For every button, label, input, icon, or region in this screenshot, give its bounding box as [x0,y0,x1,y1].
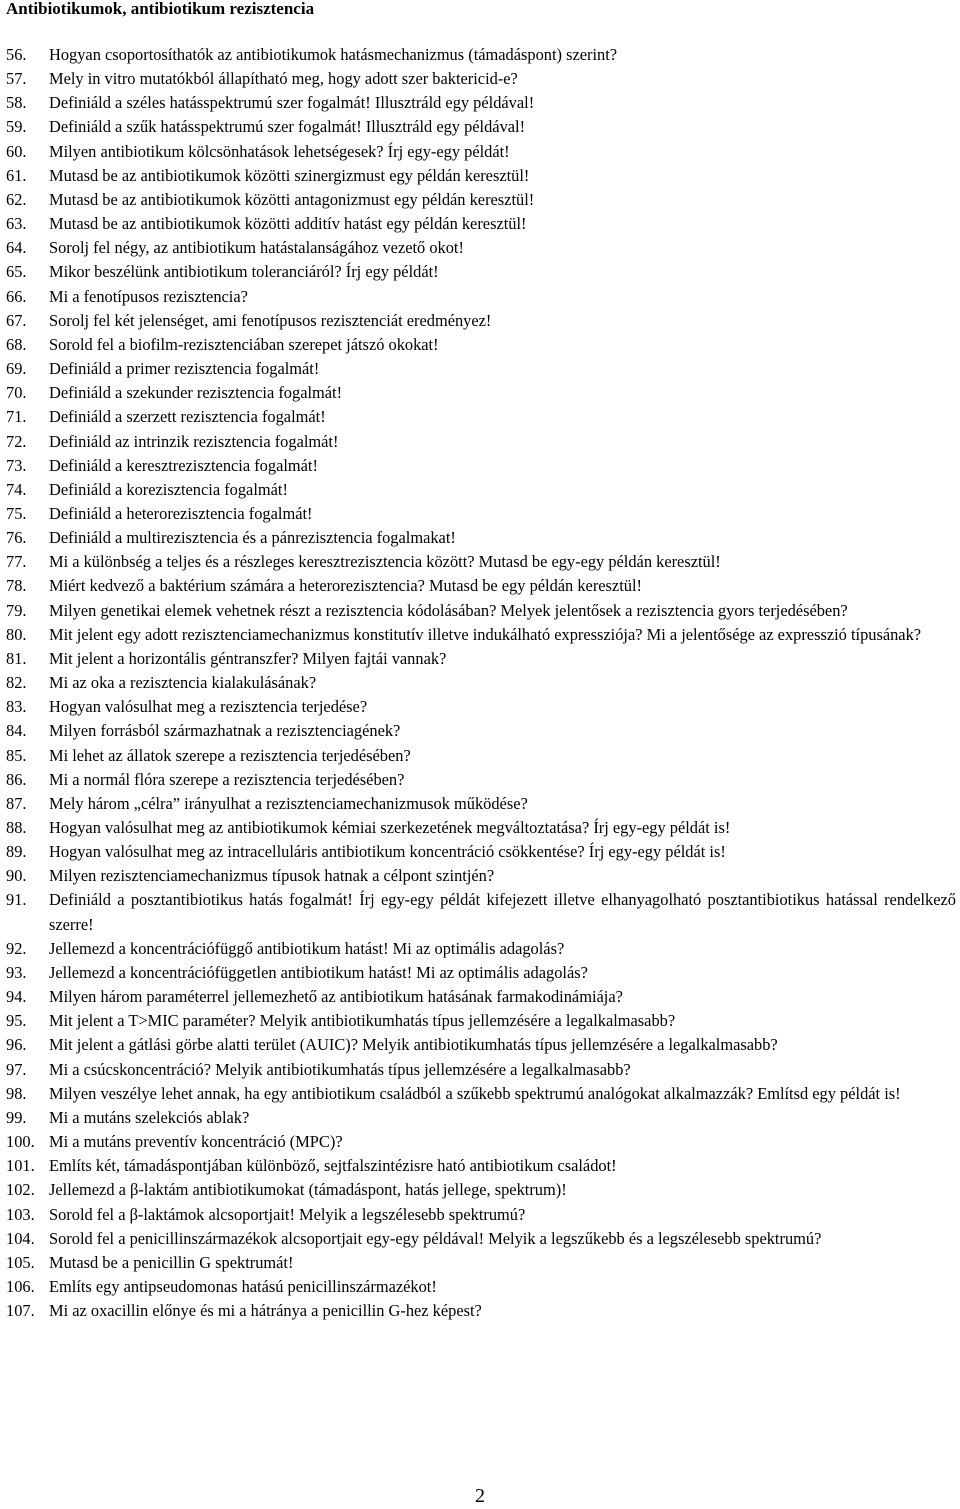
question-text: Mi a különbség a teljes és a részleges keresztrezisztencia között? Mutasd be egy-egy példán keresztül! [49,552,721,572]
question-item [6,1033,956,1057]
question-item [6,502,956,526]
page-number: 2 [475,1485,485,1507]
question-text: Sorolj fel két jelenséget, ami fenotípusos rezisztenciát eredményez! [49,310,492,330]
question-number: 70. [6,383,27,403]
question-text: Hogyan csoportosíthatók az antibiotikumok hatásmechanizmus (támadáspont) szerint? [49,45,618,64]
question-number: 62. [6,189,27,209]
question-text: Definiáld a szerzett rezisztencia fogalmát! [49,407,326,427]
question-number: 107. [6,1301,35,1321]
question-text: Hogyan valósulhat meg az antibiotikumok kémiai szerkezetének megváltoztatása? Írj egy-egy példát is! [49,818,731,837]
question-text: Milyen veszélye lehet annak, ha egy antibiotikum családból a szűkebb spektrumú analógokat alkalmazzák? Említsd egy példát is! [49,1083,901,1103]
question-text: Definiáld a szekunder rezisztencia fogalmát! [49,383,343,403]
question-number: 63. [6,214,27,234]
question-number: 88. [6,818,27,837]
question-text: Mi a mutáns preventív koncentráció (MPC)? [49,1132,343,1152]
question-item [6,888,956,936]
question-number: 79. [6,600,27,620]
question-item [6,91,956,115]
question-item [6,1227,956,1251]
question-number: 64. [6,238,27,258]
question-number: 104. [6,1228,35,1248]
question-item [6,357,956,381]
question-item [6,1106,956,1130]
question-item [6,164,956,188]
question-number: 103. [6,1204,35,1224]
question-number: 61. [6,165,27,185]
question-item [6,816,956,840]
question-item [6,454,956,478]
question-item [6,140,956,164]
question-number: 92. [6,938,27,958]
question-text: Definiáld a posztantibiotikus hatás fogalmát! Írj egy-egy példát kifejezett illetve elhanyagolható posztantibiotikus hatással rendelkező szerre! [49,890,956,934]
question-item [6,67,956,91]
question-item [6,1058,956,1082]
question-text: Mi a normál flóra szerepe a rezisztencia terjedésében? [49,769,405,789]
question-text: Hogyan valósulhat meg a rezisztencia terjedése? [49,697,368,717]
question-text: Definiáld az intrinzik rezisztencia fogalmát! [49,431,339,451]
question-item [6,115,956,139]
question-item [6,212,956,236]
question-text: Mutasd be az antibiotikumok közötti antagonizmust egy példán keresztül! [49,189,535,209]
question-number: 74. [6,479,27,499]
question-item [6,526,956,550]
question-item [6,671,956,695]
question-item [6,1275,956,1299]
question-item [6,309,956,333]
question-item [6,1203,956,1227]
question-number: 72. [6,431,27,451]
question-number: 95. [6,1011,27,1031]
question-text: Mely in vitro mutatókból állapítható meg, hogy adott szer baktericid-e? [49,69,518,89]
question-text: Mi a fenotípusos rezisztencia? [49,286,248,306]
question-text: Mutasd be az antibiotikumok közötti additív hatást egy példán keresztül! [49,214,527,234]
question-text: Mutasd be a penicillin G spektrumát! [49,1252,294,1272]
question-text: Mit jelent a T>MIC paraméter? Melyik antibiotikumhatás típus jellemzésére a legalkalmasabb? [49,1011,676,1031]
question-text: Hogyan valósulhat meg az intracelluláris antibiotikum koncentráció csökkentése? Írj egy-egy példát is! [49,842,726,862]
question-item [6,647,956,671]
question-item [6,381,956,405]
question-item [6,1082,956,1106]
question-number: 66. [6,286,27,306]
question-item [6,1154,956,1178]
question-number: 59. [6,117,27,137]
question-text: Mi az oka a rezisztencia kialakulásának? [49,673,317,693]
question-item [6,405,956,429]
question-text: Mi a csúcskoncentráció? Melyik antibiotikumhatás típus jellemzésére a legalkalmasabb? [49,1059,631,1079]
question-number: 100. [6,1132,35,1152]
question-item [6,768,956,792]
question-item [6,695,956,719]
question-text: Milyen genetikai elemek vehetnek részt a rezisztencia kódolásában? Melyek jelentősek a rezisztencia gyors terjedésében? [49,600,848,620]
question-text: Mi a mutáns szelekciós ablak? [49,1107,250,1127]
question-number: 56. [6,45,27,64]
question-number: 76. [6,528,27,548]
question-text: Definiáld a szűk hatásspektrumú szer fogalmát! Illusztráld egy példával! [49,117,526,137]
question-text: Definiáld a primer rezisztencia fogalmát! [49,359,320,379]
question-item [6,840,956,864]
question-number: 71. [6,407,27,427]
question-item [6,574,956,598]
question-number: 105. [6,1252,35,1272]
question-number: 75. [6,503,27,523]
question-item [6,744,956,768]
question-text: Sorold fel a β-laktámok alcsoportjait! Melyik a legszélesebb spektrumú? [49,1204,526,1224]
question-item [6,961,956,985]
question-number: 80. [6,624,27,644]
question-text: Miért kedvező a baktérium számára a heterorezisztencia? Mutasd be egy példán keresztül! [49,576,642,596]
question-number: 81. [6,648,27,668]
question-text: Jellemezd a koncentrációfüggetlen antibiotikum hatást! Mi az optimális adagolás? [49,962,588,982]
question-text: Definiáld a multirezisztencia és a pánrezisztencia fogalmakat! [49,528,456,548]
question-item [6,430,956,454]
question-text: Sorolj fel négy, az antibiotikum hatástalanságához vezető okot! [49,238,464,258]
question-number: 85. [6,745,27,765]
question-text: Mely három „célra” irányulhat a rezisztenciamechanizmusok működése? [49,793,528,813]
question-number: 86. [6,769,27,789]
question-item [6,599,956,623]
question-item [6,864,956,888]
question-text: Mit jelent egy adott rezisztenciamechanizmus konstitutív illetve indukálható expressziója? Mi a jelentősége az expresszió típusának? [49,624,922,644]
question-number: 73. [6,455,27,475]
question-item [6,1178,956,1202]
question-item [6,1251,956,1275]
question-text: Definiáld a korezisztencia fogalmát! [49,479,288,499]
question-number: 99. [6,1107,27,1127]
page-title: Antibiotikumok, antibiotikum rezisztencia [6,0,315,18]
question-text: Említs két, támadáspontjában különböző, sejtfalszintézisre ható antibiotikum családot! [49,1156,617,1176]
question-number: 90. [6,866,27,886]
question-number: 106. [6,1276,35,1296]
question-number: 87. [6,793,27,813]
question-number: 77. [6,552,27,572]
question-item [6,478,956,502]
question-text: Mutasd be az antibiotikumok közötti szinergizmust egy példán keresztül! [49,165,530,185]
question-number: 58. [6,93,27,113]
question-item [6,623,956,647]
question-item [6,792,956,816]
question-item [6,188,956,212]
question-number: 84. [6,721,27,741]
question-number: 98. [6,1083,27,1103]
question-item [6,285,956,309]
question-number: 102. [6,1180,35,1200]
question-text: Jellemezd a β-laktám antibiotikumokat (támadáspont, hatás jellege, spektrum)! [49,1180,567,1200]
question-number: 94. [6,987,27,1007]
question-item [6,550,956,574]
question-number: 67. [6,310,27,330]
question-item [6,985,956,1009]
question-item [6,1299,956,1323]
question-text: Mit jelent a gátlási görbe alatti terület (AUIC)? Melyik antibiotikumhatás típus jellemzésére a legalkalmasabb? [49,1035,778,1055]
question-item [6,1130,956,1154]
question-text: Jellemezd a koncentrációfüggő antibiotikum hatást! Mi az optimális adagolás? [49,938,565,958]
question-list [6,43,956,1323]
question-number: 97. [6,1059,27,1079]
question-number: 89. [6,842,27,862]
question-text: Említs egy antipseudomonas hatású penicillinszármazékot! [49,1276,437,1296]
question-number: 93. [6,962,27,982]
question-number: 78. [6,576,27,596]
question-item [6,937,956,961]
question-number: 96. [6,1035,27,1055]
question-number: 57. [6,69,27,89]
question-number: 65. [6,262,27,282]
question-item [6,1009,956,1033]
question-item [6,260,956,284]
question-number: 82. [6,673,27,693]
question-number: 60. [6,141,27,161]
question-number: 91. [6,890,27,910]
question-text: Definiáld a széles hatásspektrumú szer fogalmát! Illusztráld egy példával! [49,93,535,113]
question-number: 83. [6,697,27,717]
question-text: Milyen három paraméterrel jellemezhető az antibiotikum hatásának farmakodinámiája? [49,987,623,1007]
question-text: Definiáld a heterorezisztencia fogalmát! [49,503,313,523]
question-text: Mit jelent a horizontális géntranszfer? Milyen fajtái vannak? [49,648,447,668]
question-text: Mikor beszélünk antibiotikum toleranciáról? Írj egy példát! [49,262,439,282]
question-text: Milyen antibiotikum kölcsönhatások lehetségesek? Írj egy-egy példát! [49,141,510,161]
question-item [6,719,956,743]
question-item [6,333,956,357]
question-number: 69. [6,359,27,379]
question-item [6,43,956,67]
question-text: Milyen rezisztenciamechanizmus típusok hatnak a célpont szintjén? [49,866,495,886]
question-item [6,236,956,260]
question-text: Milyen forrásból származhatnak a rezisztenciagének? [49,721,401,741]
question-number: 101. [6,1156,35,1176]
question-text: Sorold fel a biofilm-rezisztenciában szerepet játszó okokat! [49,334,439,354]
question-text: Mi az oxacillin előnye és mi a hátránya a penicillin G-hez képest? [49,1301,482,1321]
question-text: Mi lehet az állatok szerepe a rezisztencia terjedésében? [49,745,411,765]
question-text: Definiáld a keresztrezisztencia fogalmát! [49,455,318,475]
question-number: 68. [6,334,27,354]
question-text: Sorold fel a penicillinszármazékok alcsoportjait egy-egy példával! Melyik a legszűkebb és a legszélesebb spektrumú? [49,1228,822,1248]
